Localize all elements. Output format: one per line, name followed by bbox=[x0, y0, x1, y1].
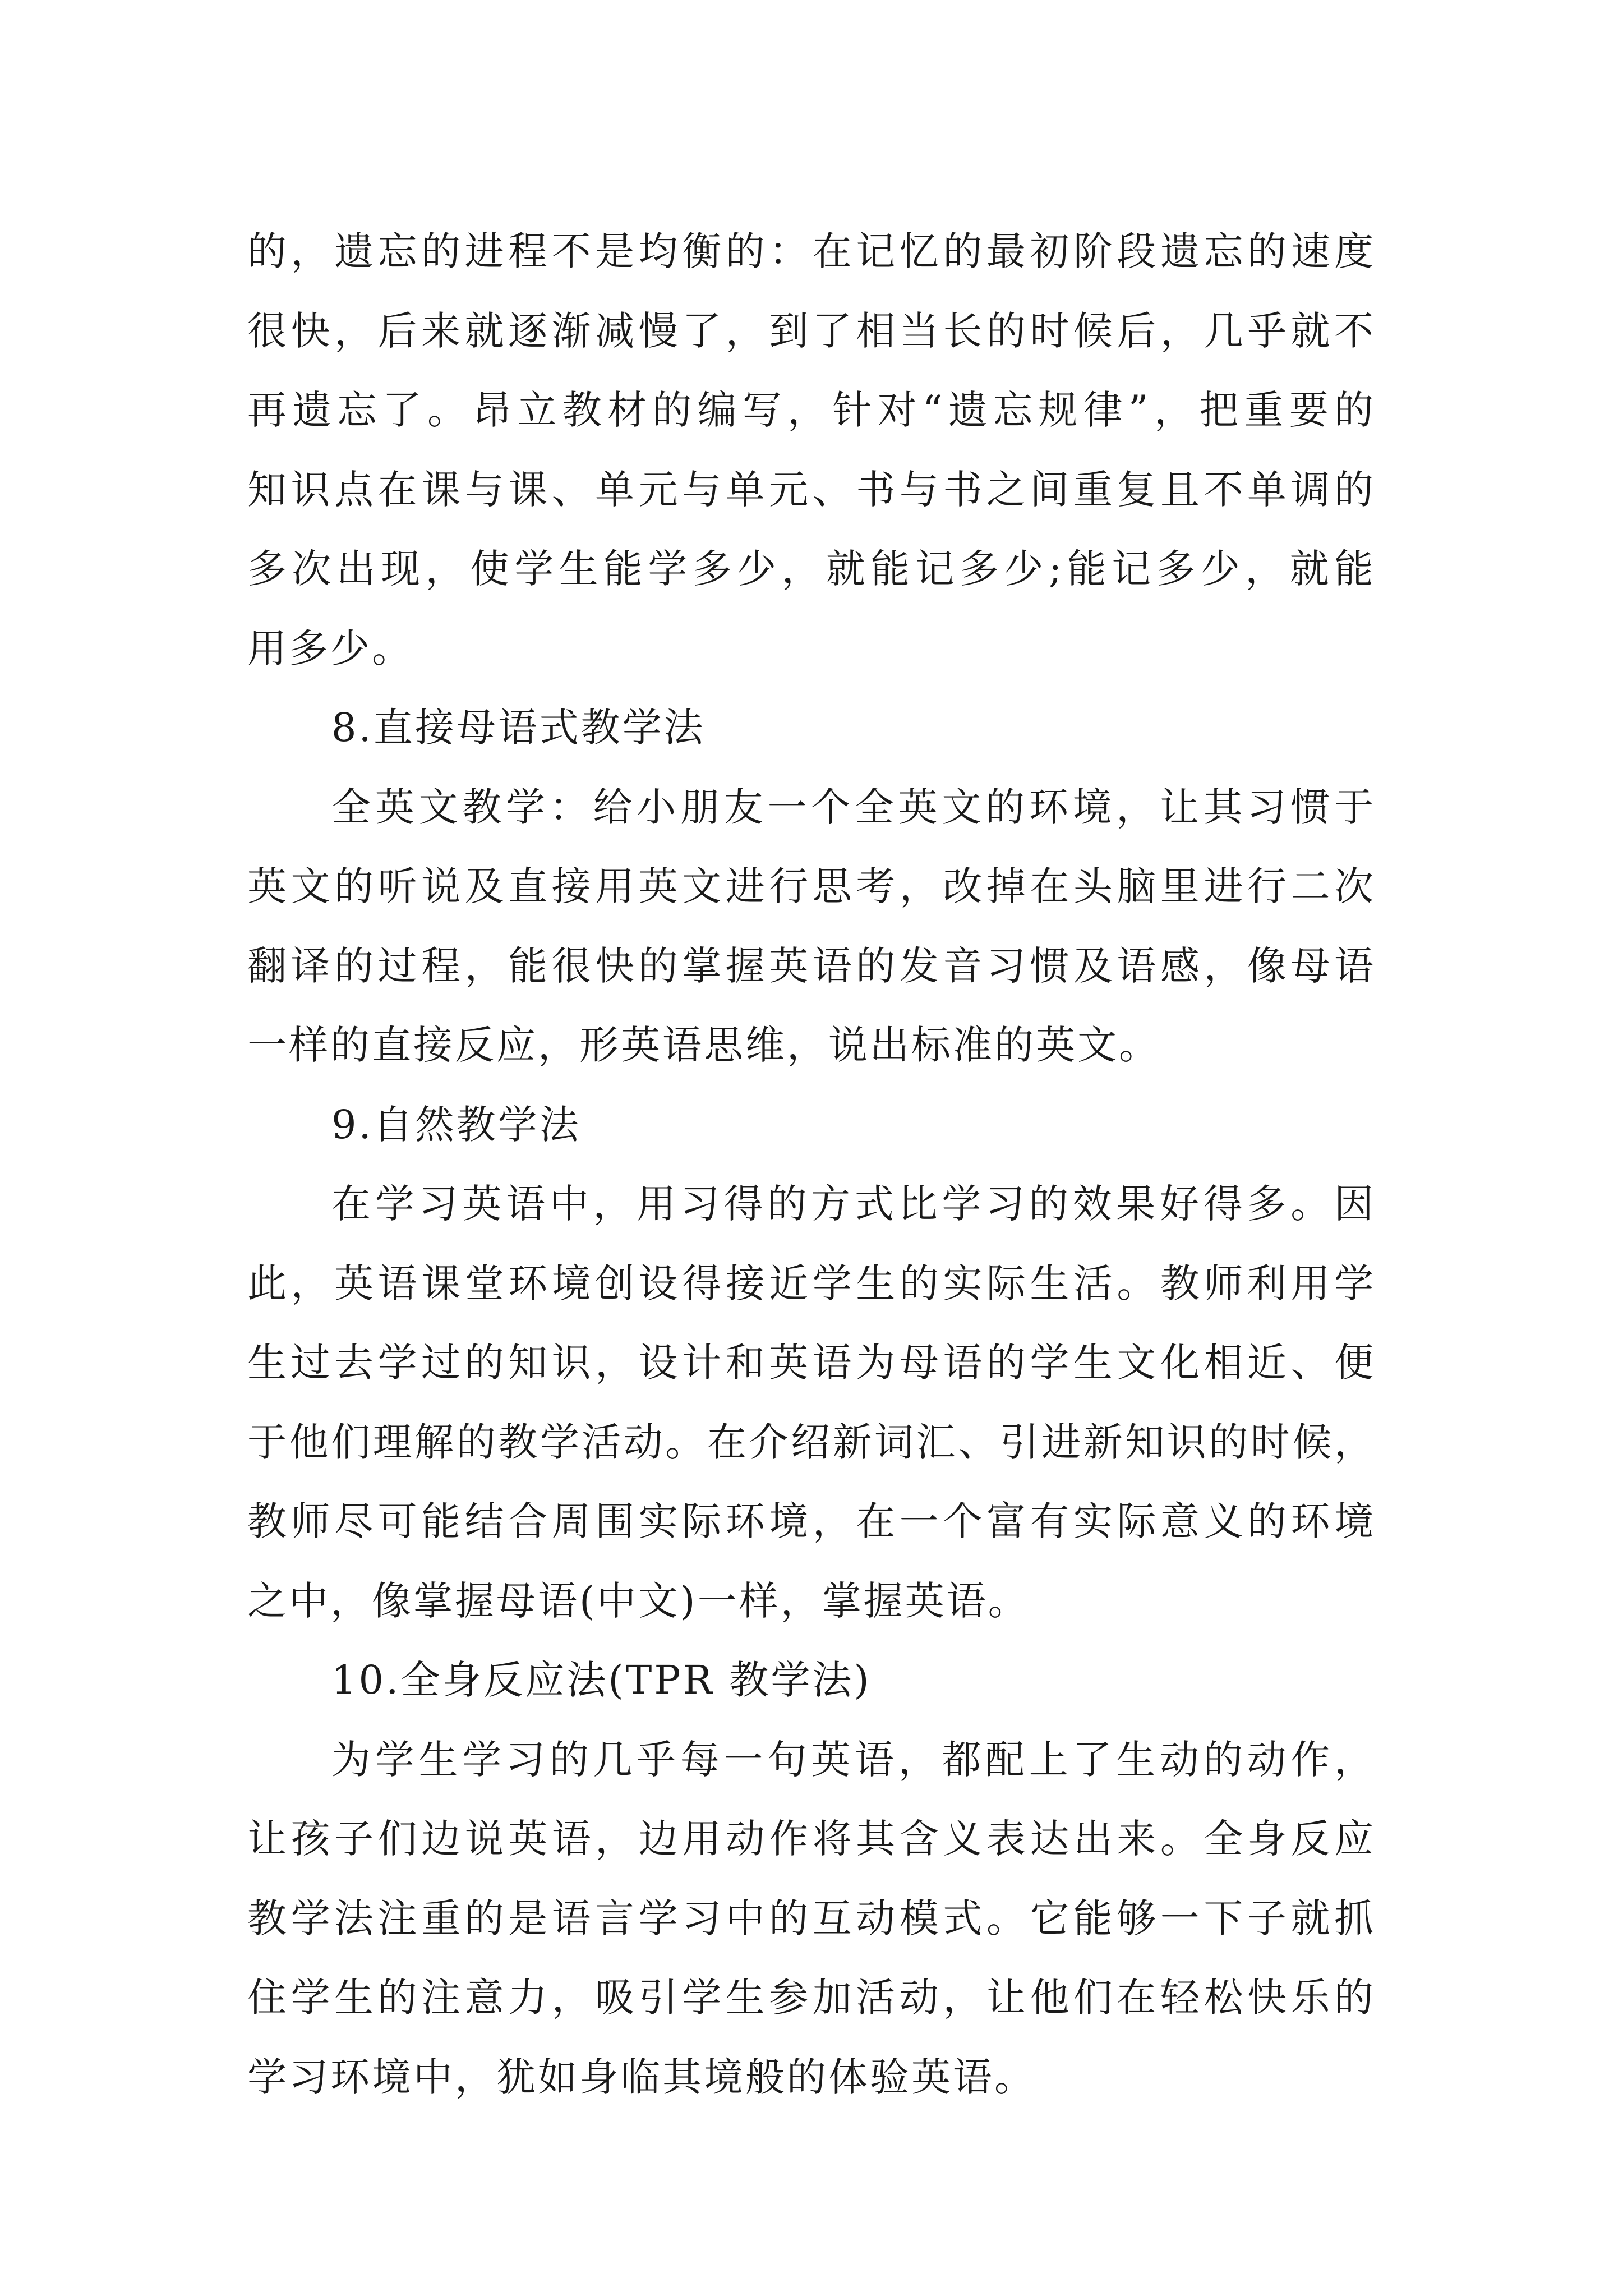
text-line: 一样的直接反应，形英语思维，说出标准的英文。 bbox=[247, 1022, 1160, 1068]
text-line: 此，英语课堂环境创设得接近学生的实际生活。教师利用学 bbox=[247, 1260, 1376, 1306]
paragraph-natural-method bbox=[247, 1165, 1376, 1641]
text-line: 学习环境中，犹如身临其境般的体验英语。 bbox=[247, 2054, 1036, 2100]
text-line: 生过去学过的知识，设计和英语为母语的学生文化相近、便 bbox=[247, 1340, 1376, 1386]
text-line: 用多少。 bbox=[247, 625, 413, 671]
text-line: 很快，后来就逐渐减慢了，到了相当长的时候后，几乎就不 bbox=[247, 307, 1376, 354]
text-line: 教学法注重的是语言学习中的互动模式。它能够一下子就抓 bbox=[247, 1895, 1376, 1941]
text-line: 多次出现，使学生能学多少，就能记多少;能记多少，就能 bbox=[247, 546, 1376, 592]
text-line: 让孩子们边说英语，边用动作将其含义表达出来。全身反应 bbox=[247, 1816, 1376, 1862]
text-line: 知识点在课与课、单元与单元、书与书之间重复且不单调的 bbox=[247, 466, 1376, 513]
text-line: 住学生的注意力，吸引学生参加活动，让他们在轻松快乐的 bbox=[247, 1975, 1376, 2021]
section-heading-9: 9.自然教学法 bbox=[331, 1101, 581, 1148]
paragraph-direct-method bbox=[247, 768, 1376, 1085]
section-heading-10: 10.全身反应法(TPR 教学法) bbox=[331, 1657, 872, 1703]
document-body bbox=[247, 212, 1376, 2117]
paragraph-forgetting-curve bbox=[247, 212, 1376, 688]
text-line: 于他们理解的教学活动。在介绍新词汇、引进新知识的时候， bbox=[247, 1419, 1376, 1465]
text-line: 英文的听说及直接用英文进行思考，改掉在头脑里进行二次 bbox=[247, 863, 1376, 909]
section-heading-8: 8.直接母语式教学法 bbox=[331, 705, 706, 751]
text-line: 教师尽可能结合周围实际环境，在一个富有实际意义的环境 bbox=[247, 1498, 1376, 1544]
text-line: 再遗忘了。昂立教材的编写，针对“遗忘规律”，把重要的 bbox=[247, 387, 1376, 433]
text-line: 之中，像掌握母语(中文)一样，掌握英语。 bbox=[247, 1577, 1030, 1624]
text-line: 翻译的过程，能很快的掌握英语的发音习惯及语感，像母语 bbox=[247, 942, 1376, 989]
text-line: 为学生学习的几乎每一句英语，都配上了生动的动作， bbox=[331, 1736, 1376, 1783]
text-line: 在学习英语中，用习得的方式比学习的效果好得多。因 bbox=[331, 1181, 1376, 1227]
paragraph-tpr-method bbox=[247, 1720, 1376, 2118]
text-line: 的，遗忘的进程不是均衡的：在记忆的最初阶段遗忘的速度 bbox=[247, 228, 1376, 274]
text-line: 全英文教学：给小朋友一个全英文的环境，让其习惯于 bbox=[331, 784, 1376, 830]
